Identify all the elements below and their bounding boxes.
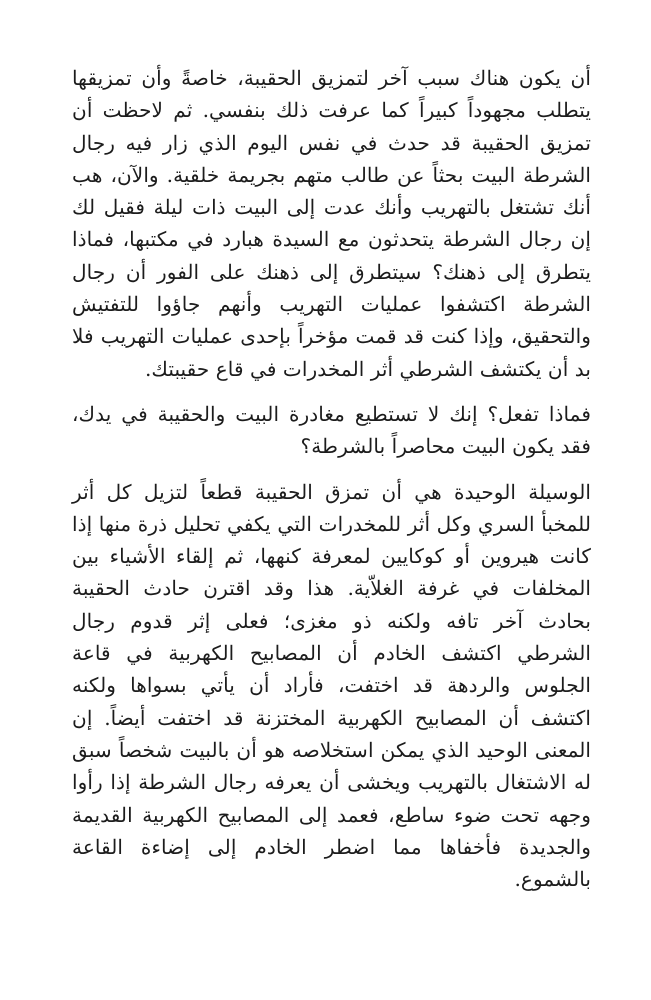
- paragraph-1: أن يكون هناك سبب آخر لتمزيق الحقيبة، خاصةً وأن تمزيقها يتطلب مجهوداً كبيراً كما عرفت ذلك بنفسي. ثم لاحظت أن تمزيق الحقيبة قد حدث في نفس اليوم الذي زار فيه رجال الشرطة البيت بحثاً عن طالب متهم بجريمة خلقية. والآن، هب أنك تشتغل بالتهريب وأنك عدت إلى البيت ذات ليلة فقيل لك إن رجال الشرطة يتحدثون مع السيدة هبارد في مكتبها، فماذا يتطرق إلى ذهنك؟ سيتطرق إلى ذهنك على الفور أن رجال الشرطة اكتشفوا عمليات التهريب وأنهم جاؤوا للتفتيش والتحقيق، وإذا كنت قد قمت مؤخراً بإحدى عمليات التهريب فلا بد أن يكتشف الشرطي أثر المخدرات في قاع حقيبتك.: [72, 66, 591, 381]
- paragraph-2: فماذا تفعل؟ إنك لا تستطيع مغادرة البيت والحقيبة في يدك، فقد يكون البيت محاصراً بالشرطة؟: [72, 401, 591, 459]
- paragraph-3: الوسيلة الوحيدة هي أن تمزق الحقيبة قطعاً لتزيل كل أثر للمخبأ السري وكل أثر للمخدرات التي يكفي تحليل ذرة منها إذا كانت هيروين أو كوكايين لمعرفة كنهها، ثم إلقاء الأشياء بين المخلفات في غرفة الغلاّية. هذا وقد اقترن حادث الحقيبة بحادث آخر تافه ولكنه ذو مغزى؛ فعلى إثر قدوم رجال الشرطي اكتشف الخادم أن المصابيح الكهربية في قاعة الجلوس والردهة قد اختفت، فأراد أن يأتي بسواها ولكنه اكتشف أن المصابيح الكهربية المختزنة قد اختفت أيضاً. إن المعنى الوحيد الذي يمكن استخلاصه هو أن بالبيت شخصاً سبق له الاشتغال بالتهريب ويخشى أن يعرفه رجال الشرطة إذا رأوا وجهه تحت ضوء ساطع، فعمد إلى المصابيح الكهربية القديمة والجديدة فأخفاها مما اضطر الخادم إلى إضاءة القاعة بالشموع.: [72, 479, 591, 892]
